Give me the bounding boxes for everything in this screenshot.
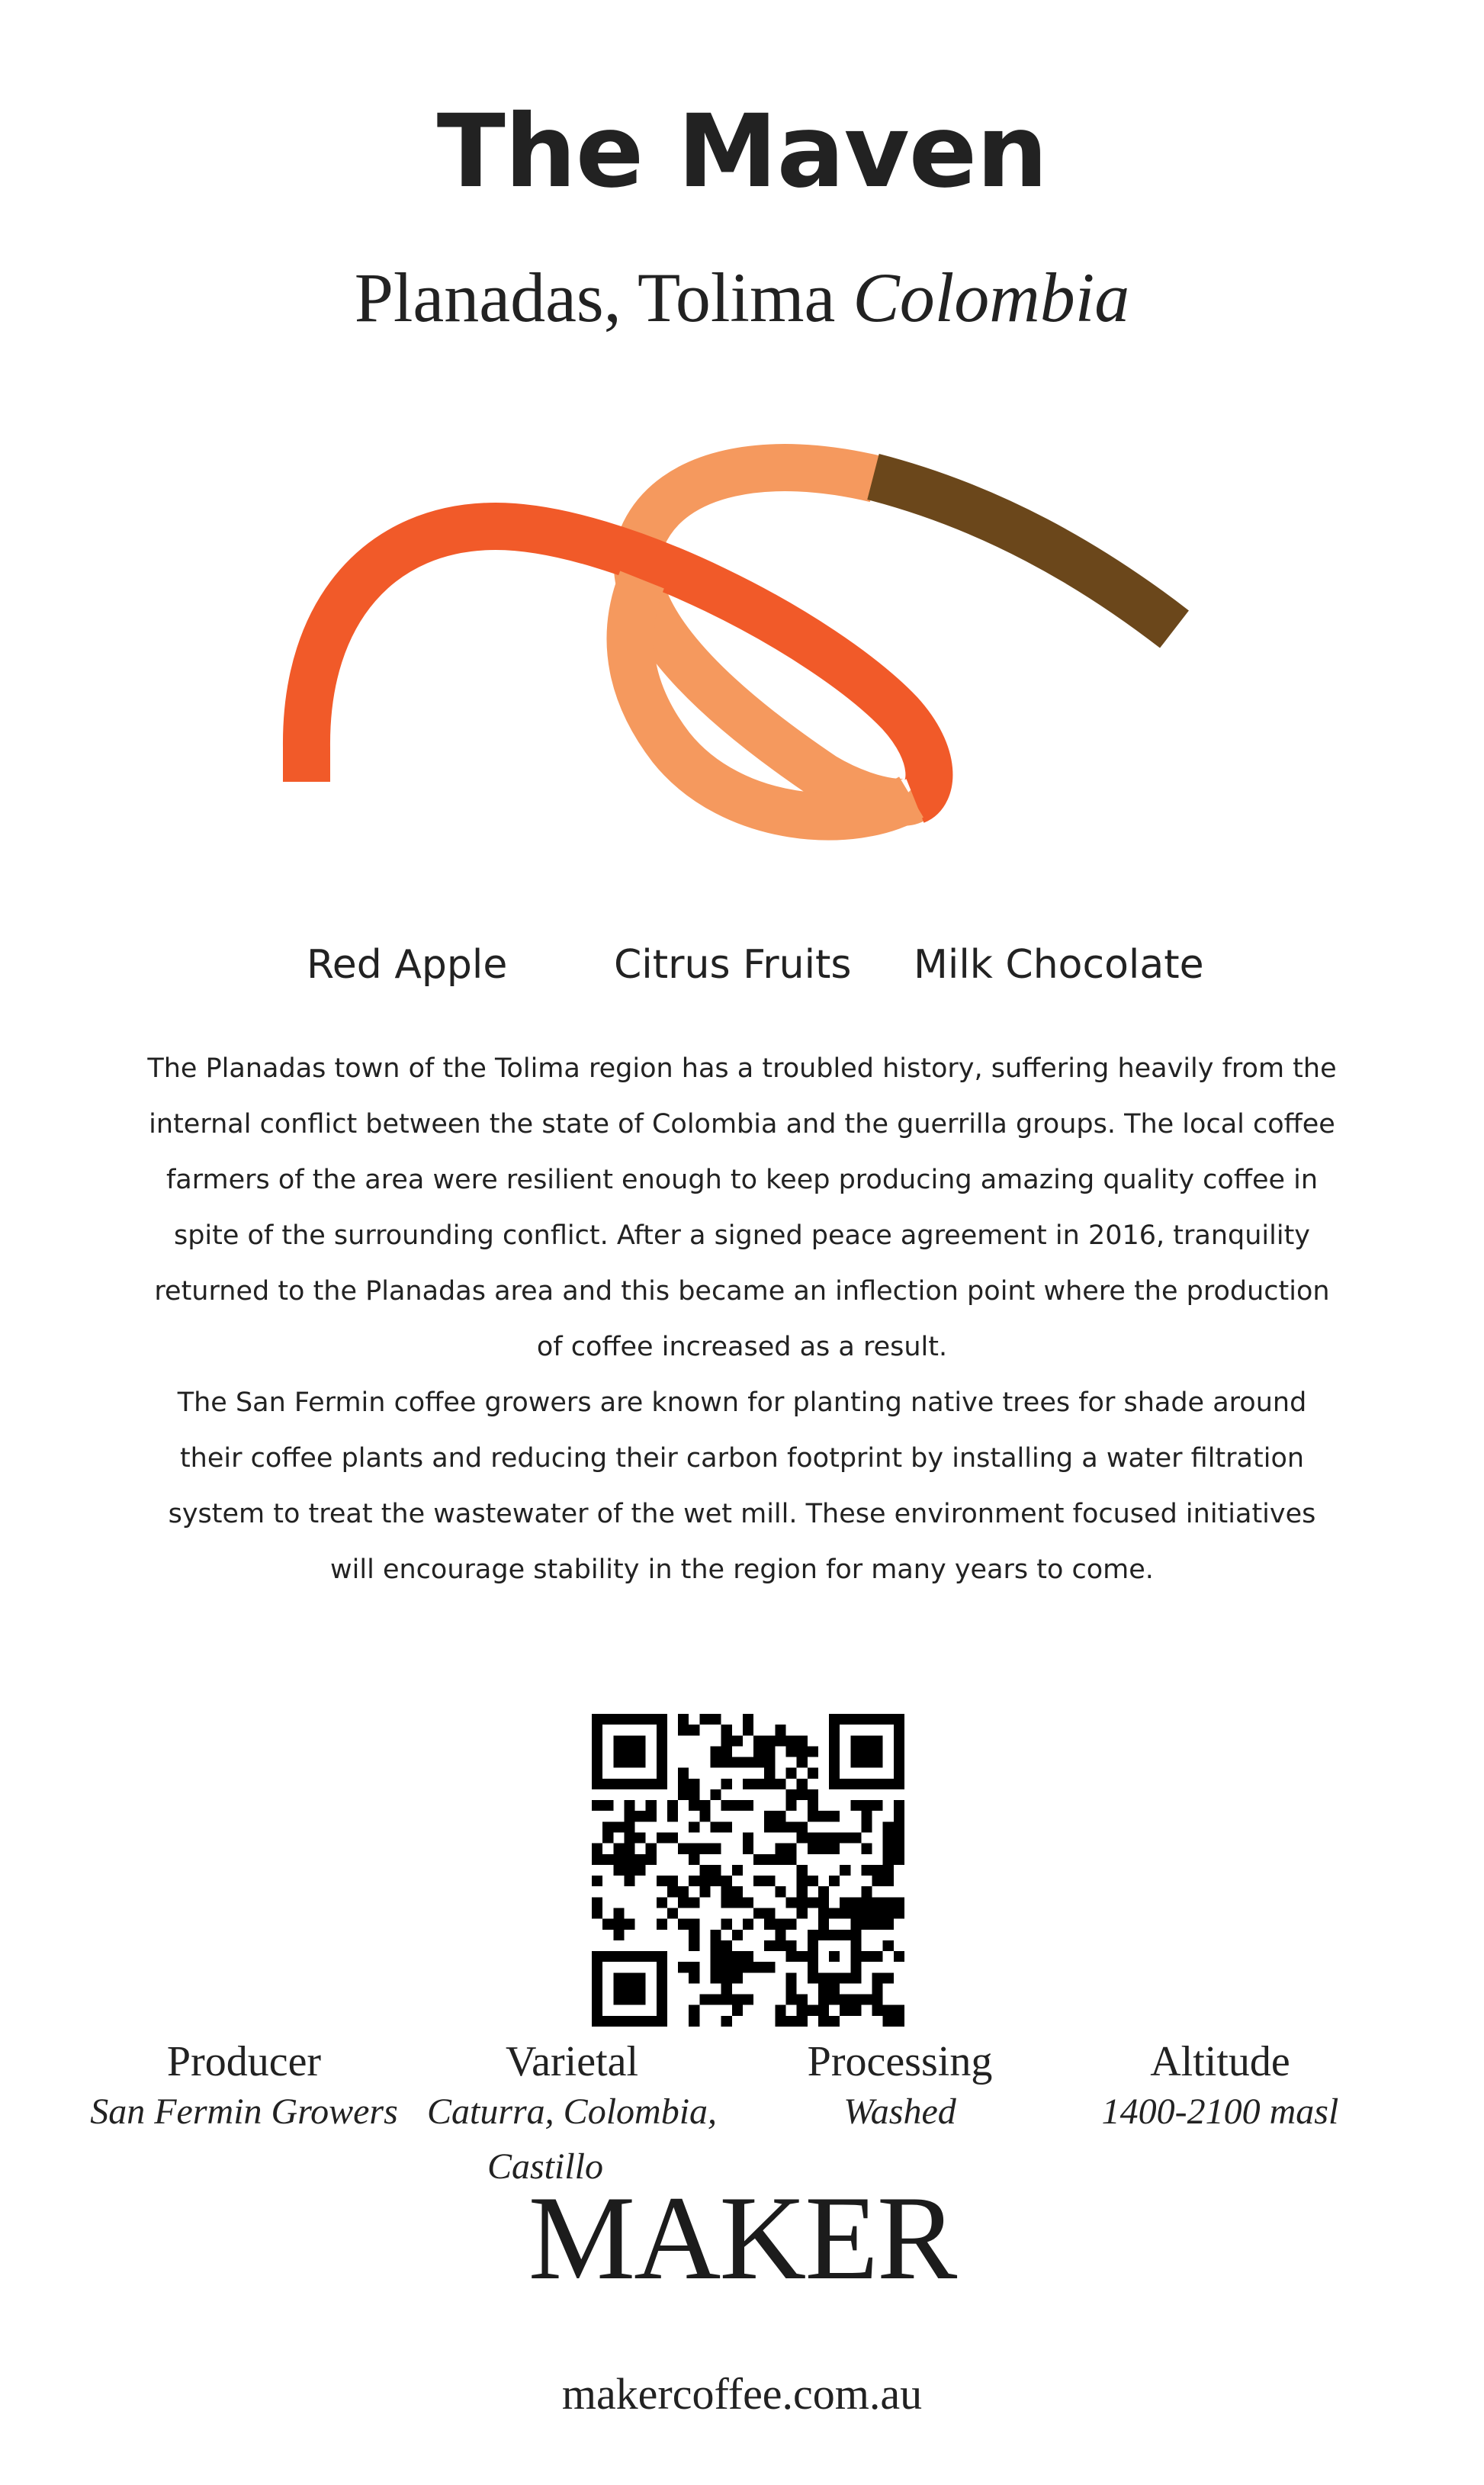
qr-code[interactable] — [592, 1714, 904, 2027]
story-paragraph-2: The San Fermin coffee growers are known for planting native trees for shade around their coffee plants and reducing their carbon footprint by installing a water filtration system to treat the wastewater of the wet mill. These environment focused initiatives will encourage stability in the region for many years to come. — [168, 1387, 1316, 1585]
story-paragraph-1: The Planadas town of the Tolima region has a troubled history, suffering heavily from the internal conflict between the state of Colombia and the guerrilla groups. The local coffee farmers of the area were resilient enough to keep producing amazing quality coffee in spite of the surrounding conflict. After a signed peace agreement in 2016, tranquility returned to the Planadas area and this became an inflection point where the production of coffee increased as a result. — [147, 1053, 1337, 1362]
website-url[interactable]: makercoffee.com.au — [561, 2369, 923, 2419]
detail-processing — [763, 2039, 1037, 2139]
maker-logo: MAKER — [528, 2172, 956, 2305]
producer-label: Producer — [166, 2038, 322, 2085]
producer-value: San Fermin Growers — [90, 2091, 398, 2132]
processing-value: Washed — [843, 2091, 956, 2132]
varietal-value-line-2: Castillo — [487, 2146, 604, 2187]
tasting-note-red-apple: Red Apple — [307, 942, 508, 988]
varietal-value-line-1: Caturra, Colombia, — [426, 2091, 718, 2132]
tasting-note-citrus-fruits: Citrus Fruits — [614, 942, 852, 988]
processing-label: Processing — [807, 2038, 993, 2085]
tasting-note-milk-chocolate: Milk Chocolate — [914, 942, 1204, 988]
altitude-label: Altitude — [1150, 2038, 1290, 2085]
varietal-label: Varietal — [505, 2038, 639, 2085]
product-title: The Maven — [436, 93, 1048, 211]
origin-story — [145, 1041, 1339, 1598]
flavour-ribbon-graphic — [0, 427, 1484, 854]
origin-country: Colombia — [853, 259, 1130, 336]
origin-region: Planadas, Tolima — [354, 259, 836, 336]
altitude-value: 1400-2100 masl — [1101, 2091, 1339, 2132]
origin-subtitle — [0, 256, 1484, 339]
detail-producer — [76, 2039, 412, 2139]
ribbon-chocolate-segment — [873, 477, 1174, 629]
detail-altitude — [1068, 2039, 1373, 2139]
